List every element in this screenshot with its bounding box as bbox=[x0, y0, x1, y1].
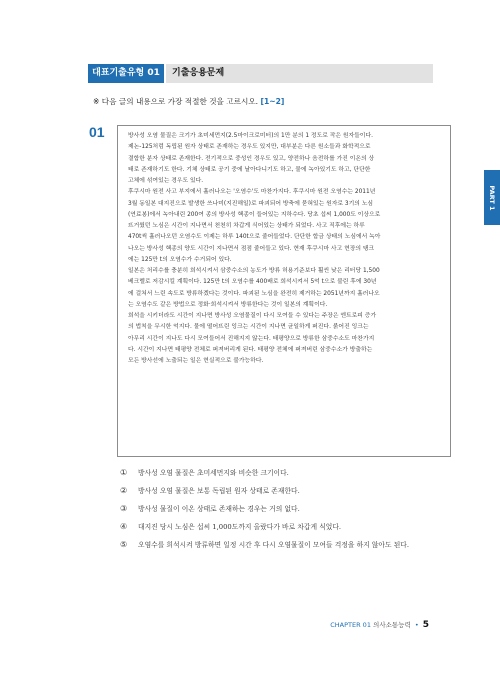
passage-line: 아무리 시간이 지나도 다시 모여들어서 진해지지 않는다. 태평양으로 방류한 삼중수소도 마찬가지 bbox=[128, 335, 375, 342]
question-instruction bbox=[93, 96, 284, 107]
passage-line: 3월 동일본 대지진으로 발생한 쓰나미(지진해일)로 파괴되어 방축에 묻혀있는 원자로 3기의 노심 bbox=[128, 200, 374, 207]
passage-line: 일본은 처리수를 충분히 희석시켜서 삼중수소의 농도가 방류 허용기준보다 훨씬 낮은 리터당 1,500 bbox=[128, 268, 380, 274]
section-title: 기출응용문제 bbox=[166, 64, 433, 83]
passage-box bbox=[117, 125, 451, 457]
passage-line: (연료봉)에서 녹아내린 200여 종의 방사성 핵종이 들어있는 지하수다. 당초 섭씨 1,000도 이상으로 bbox=[128, 211, 381, 218]
choice-text: 방사성 오염 물질은 초미세먼지와 비슷한 크기이다. bbox=[138, 469, 289, 477]
section-header bbox=[88, 64, 433, 83]
choice-text: 방사성 오염 물질은 보통 독립된 원자 상태로 존재한다. bbox=[138, 487, 300, 495]
instruction-text: 다음 글의 내용으로 가장 적절한 것을 고르시오. bbox=[101, 97, 259, 106]
passage-line: 의 법칙을 무시한 억지다. 물에 떨어뜨린 잉크는 시간이 지나면 균일하게 퍼진다. 붉어진 잉크는 bbox=[128, 324, 369, 331]
choice-number: ① bbox=[120, 467, 128, 477]
passage-line: 방사성 오염 물질은 크기가 초미세먼지(2.5마이크로미터)의 1만 분의 1 정도로 작은 원자들이다. bbox=[128, 133, 373, 139]
choice-text: 오염수를 희석시켜 방류하면 일정 시간 후 다시 오염물질이 모여들 걱정을 하지 않아도 된다. bbox=[138, 541, 410, 549]
page-number: 5 bbox=[422, 620, 429, 630]
choice-number: ③ bbox=[120, 503, 128, 513]
answer-choice[interactable] bbox=[120, 463, 455, 481]
passage-line: 결합한 분자 상태로 존재한다. 전기적으로 중성인 경우도 있고, 양전하나 음전하를 가진 이온의 상 bbox=[128, 155, 375, 162]
passage-line: 470t씩 흘러나오던 오염수도 이제는 하루 140t으로 줄어들었다. 단단한 합금 상태의 노심에서 녹아 bbox=[128, 234, 381, 241]
question-number: 01 bbox=[89, 124, 105, 140]
part-tab-label: PART 1 bbox=[488, 184, 496, 211]
footer-dot: • bbox=[414, 621, 419, 629]
passage-line: 베크렐로 저감시킬 계획이다. 125만 t의 오염수를 400배로 희석시켜서 5억 t으로 불린 후에 30년 bbox=[128, 279, 377, 286]
passage-line: 에는 125만 t의 오염수가 수거되어 있다. bbox=[128, 256, 232, 263]
footer-section: 의사소통능력 bbox=[373, 621, 411, 629]
answer-choice[interactable] bbox=[120, 535, 455, 553]
passage-line: 태로 존재하기도 한다. 기체 상태로 공기 중에 날아다니기도 하고, 물에 녹아있기도 하고, 단단한 bbox=[128, 166, 371, 173]
passage-line: 고체에 섞여있는 경우도 있다. bbox=[128, 178, 204, 184]
note-mark: ※ bbox=[93, 97, 100, 106]
part-tab bbox=[484, 170, 500, 225]
footer-chapter: CHAPTER 01 bbox=[330, 621, 371, 629]
section-label: 대표기출유형 01 bbox=[88, 64, 164, 83]
passage-line: 모든 방사선에 노출되는 일은 현실적으로 불가능하다. bbox=[128, 358, 264, 364]
passage-line: 제논-125처럼 독립된 원자 상태로 존재하는 경우도 있지만, 대부분은 다른 원소들과 화학적으로 bbox=[128, 144, 371, 151]
answer-choice[interactable] bbox=[120, 499, 455, 517]
question-range: [1~2] bbox=[260, 97, 285, 106]
choice-number: ⑤ bbox=[120, 539, 128, 549]
answer-choice[interactable] bbox=[120, 517, 455, 535]
passage-line: 나오는 방사성 핵종의 양도 시간이 지나면서 점점 줄어들고 있다. 현재 후쿠시마 사고 현장의 탱크 bbox=[128, 245, 375, 252]
passage-line: 희석을 시키더라도 시간이 지나면 방사성 오염물질이 다시 모여들 수 있다는 주장은 엔트로피 증가 bbox=[128, 313, 377, 319]
choice-number: ② bbox=[120, 485, 128, 495]
page-footer bbox=[330, 620, 429, 630]
choice-number: ④ bbox=[120, 521, 128, 531]
answer-choice[interactable] bbox=[120, 481, 455, 499]
answer-choices bbox=[120, 463, 455, 553]
passage-line: 뜨거웠던 노심은 시간이 지나면서 천천히 차갑게 식어있는 상태가 되었다. 사고 직후에는 하루 bbox=[128, 223, 365, 229]
passage-line: 다. 시간이 지나면 태평양 전체로 퍼져버리게 된다. 태평양 전체에 퍼져버린 삼중수소가 방출하는 bbox=[128, 346, 373, 353]
passage-line: 는 오염수도 같은 방법으로 정화·희석시켜서 방류한다는 것이 일본의 계획이다. bbox=[128, 301, 328, 308]
passage-line: 에 걸쳐서 느린 속도로 방류하겠다는 것이다. 파괴된 노심을 완전히 제거하는 2051년까지 흘러나오 bbox=[128, 290, 380, 297]
choice-text: 대지진 당시 노심은 섭씨 1,000도까지 올랐다가 바로 차갑게 식었다. bbox=[138, 523, 342, 531]
passage-line: 후쿠시마 원전 사고 부지에서 흘러나오는 '오염수'도 마찬가지다. 후쿠시마 원전 오염수는 2011년 bbox=[128, 189, 376, 196]
choice-text: 방사성 물질이 이온 상태로 존재하는 경우는 거의 없다. bbox=[138, 505, 300, 513]
